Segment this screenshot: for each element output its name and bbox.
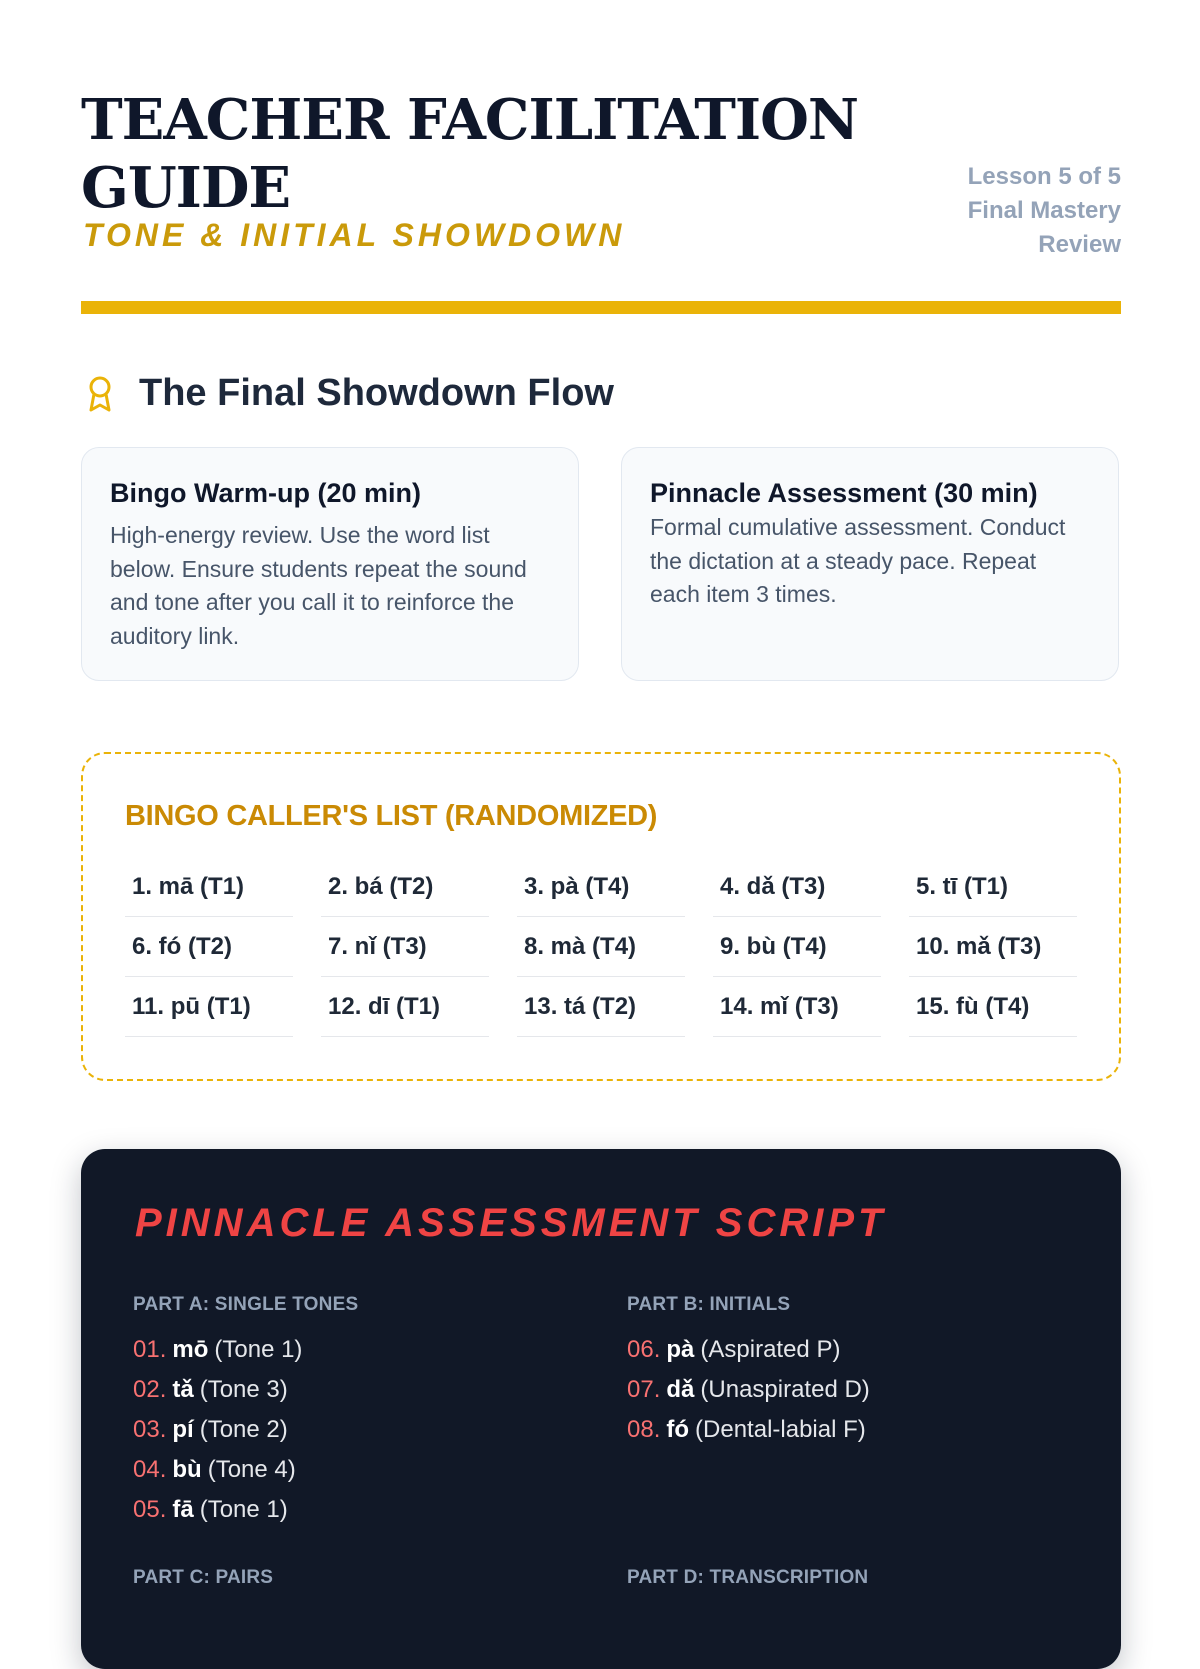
bingo-item: 3. pà (T4) [517, 857, 685, 917]
bingo-warmup-card [81, 447, 579, 681]
list-item [133, 1490, 573, 1530]
item-word: tǎ [172, 1376, 194, 1403]
assessment-title: PINNACLE ASSESSMENT SCRIPT [135, 1201, 887, 1245]
item-note: (Tone 4) [207, 1456, 296, 1483]
lesson-meta [968, 160, 1121, 262]
bingo-item: 14. mǐ (T3) [713, 977, 881, 1037]
bingo-item: 9. bù (T4) [713, 917, 881, 977]
item-number: 03. [133, 1416, 167, 1443]
part-d-transcription [627, 1567, 868, 1603]
list-item [627, 1370, 1067, 1410]
page-header [81, 0, 1121, 300]
part-heading: PART C: PAIRS [133, 1567, 274, 1588]
item-note: (Dental-labial F) [695, 1416, 866, 1443]
bingo-item: 8. mà (T4) [517, 917, 685, 977]
item-number: 06. [627, 1336, 661, 1363]
item-number: 08. [627, 1416, 661, 1443]
page-subtitle: TONE & INITIAL SHOWDOWN [83, 217, 626, 253]
lesson-title-line1: Final Mastery [967, 197, 1121, 224]
bingo-item: 2. bá (T2) [321, 857, 489, 917]
list-item [627, 1410, 1067, 1450]
item-word: dǎ [666, 1376, 695, 1403]
list-item [133, 1450, 573, 1490]
bingo-title: BINGO CALLER'S LIST (RANDOMIZED) [125, 800, 658, 832]
list-item [133, 1410, 573, 1450]
flow-heading [81, 372, 614, 415]
flow-title: The Final Showdown Flow [139, 372, 614, 414]
ribbon-award-icon [85, 375, 115, 413]
list-item [133, 1370, 573, 1410]
part-a-list [133, 1330, 573, 1530]
item-word: fā [172, 1496, 194, 1523]
item-note: (Tone 1) [214, 1336, 303, 1363]
item-number: 05. [133, 1496, 167, 1523]
page-title: TEACHER FACILITATION GUIDE [81, 87, 859, 221]
part-a-single-tones [133, 1294, 573, 1530]
item-word: fó [666, 1416, 690, 1443]
bingo-item: 4. dǎ (T3) [713, 857, 881, 917]
bingo-grid [125, 857, 1077, 1037]
bingo-item: 12. dī (T1) [321, 977, 489, 1037]
item-word: pí [172, 1416, 194, 1443]
card-body: High-energy review. Use the word list below. Ensure students repeat the sound and tone after you call it to reinforce the auditory link. [110, 522, 527, 649]
item-word: pà [666, 1336, 695, 1363]
bingo-item: 10. mǎ (T3) [909, 917, 1077, 977]
lesson-title-line2: Review [1038, 231, 1121, 258]
bingo-item: 11. pū (T1) [125, 977, 293, 1037]
header-divider [81, 301, 1121, 314]
item-number: 04. [133, 1456, 167, 1483]
bingo-item: 13. tá (T2) [517, 977, 685, 1037]
bingo-item: 6. fó (T2) [125, 917, 293, 977]
item-word: mō [172, 1336, 209, 1363]
part-b-list [627, 1330, 1067, 1450]
part-heading: PART D: TRANSCRIPTION [627, 1567, 869, 1588]
bingo-callers-list [81, 752, 1121, 1081]
bingo-item: 1. mā (T1) [125, 857, 293, 917]
part-heading: PART B: INITIALS [627, 1294, 791, 1315]
lesson-number: Lesson 5 of 5 [967, 163, 1121, 190]
bingo-item: 7. nǐ (T3) [321, 917, 489, 977]
list-item [627, 1330, 1067, 1370]
card-body: Formal cumulative assessment. Conduct the dictation at a steady pace. Repeat each item 3 times. [650, 514, 1066, 607]
item-number: 01. [133, 1336, 167, 1363]
card-title: Pinnacle Assessment (30 min) [650, 478, 1038, 508]
item-note: (Aspirated P) [700, 1336, 841, 1363]
bingo-item: 15. fù (T4) [909, 977, 1077, 1037]
card-title: Bingo Warm-up (20 min) [110, 478, 421, 508]
part-heading: PART A: SINGLE TONES [133, 1294, 359, 1315]
item-note: (Tone 2) [199, 1416, 288, 1443]
item-word: bù [172, 1456, 202, 1483]
item-note: (Tone 1) [199, 1496, 288, 1523]
item-number: 07. [627, 1376, 661, 1403]
list-item [133, 1330, 573, 1370]
facilitation-guide-page [81, 0, 1121, 1588]
part-b-initials [627, 1294, 1067, 1450]
part-c-pairs [133, 1567, 273, 1603]
bingo-item: 5. tī (T1) [909, 857, 1077, 917]
item-note: (Unaspirated D) [700, 1376, 870, 1403]
item-note: (Tone 3) [199, 1376, 288, 1403]
pinnacle-assessment-card [621, 447, 1119, 681]
item-number: 02. [133, 1376, 167, 1403]
assessment-script-panel [81, 1149, 1121, 1669]
